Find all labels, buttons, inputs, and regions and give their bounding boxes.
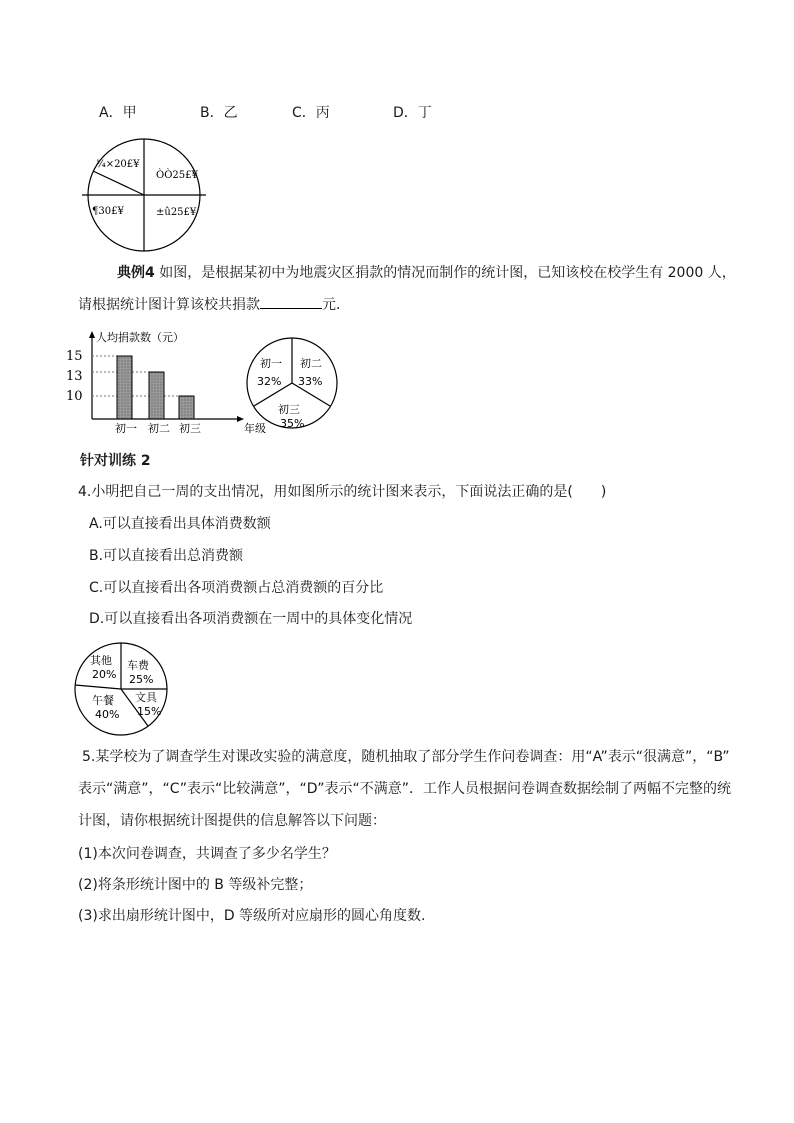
pie3-pct-1: 25% <box>129 673 154 686</box>
q5-line-1: 5.某学校为了调查学生对课改实验的满意度，随机抽取了部分学生作问卷调查：用“A”表示“很满意”，“B” <box>82 749 730 765</box>
pie-chart-2 <box>244 333 340 433</box>
example4-line2 <box>78 294 350 315</box>
example4-label: 典例4 <box>117 265 155 281</box>
pie1-label-2: ¶30£¥ <box>92 206 124 217</box>
q4-choice-a: A.可以直接看出具体消费数额 <box>89 516 271 532</box>
q5-sub-3: (3)求出扇形统计图中，D 等级所对应扇形的圆心角度数. <box>78 908 426 924</box>
option-a: A．甲 <box>99 105 137 121</box>
bar-y-arrow <box>89 331 95 338</box>
bar-cat-1: 初二 <box>148 422 170 435</box>
pie3-name-3: 午餐 <box>92 694 114 707</box>
pie3-name-1: 车费 <box>127 659 149 672</box>
bar-bars <box>117 356 194 419</box>
bar-1 <box>149 372 164 419</box>
training-title: 针对训练 2 <box>80 453 151 469</box>
q5-sub-2: (2)将条形统计图中的 B 等级补完整； <box>78 877 313 893</box>
bar-2 <box>179 396 194 419</box>
example4-text2-before: 请根据统计图计算该校共捐款 <box>78 297 260 313</box>
pie1-label-3: ±û25£¥ <box>156 207 197 218</box>
q5-line-2: 表示“满意”，“C”表示“比较满意”，“D”表示“不满意”．工作人员根据问卷调查数据绘制了两幅不完整的统 <box>78 781 731 797</box>
example4-line1 <box>117 263 736 283</box>
pie-chart-3 <box>71 641 171 737</box>
pie2-pct-0: 32% <box>257 375 282 388</box>
bar-chart <box>64 327 274 437</box>
pie2-pct-1: 33% <box>298 375 323 388</box>
option-c: C．丙 <box>292 105 330 121</box>
pie3-name-0: 其他 <box>90 654 112 667</box>
bar-tick-13: 13 <box>66 369 83 384</box>
q5-line-3: 计图，请你根据统计图提供的信息解答以下问题： <box>78 813 386 829</box>
bar-cat-2: 初三 <box>179 422 201 435</box>
pie1-label-0: ¼×20£¥ <box>96 159 140 170</box>
pie3-pct-0: 20% <box>92 668 117 681</box>
option-d: D．丁 <box>393 105 432 121</box>
q4-choice-c: C.可以直接看出各项消费额占总消费额的百分比 <box>89 580 384 596</box>
bar-ylabel: 人均捐款数（元） <box>96 331 184 344</box>
pie1-label-1: ÒÒ25£¥ <box>156 170 198 181</box>
bar-xlabel: 年级 <box>244 422 266 435</box>
option-b: B．乙 <box>200 105 238 121</box>
q4-choice-b: B.可以直接看出总消费额 <box>89 548 244 564</box>
pie-chart-1 <box>78 136 210 254</box>
example4-text2-after: 元． <box>322 297 350 313</box>
bar-cat-0: 初一 <box>115 422 137 435</box>
pie2-name-2: 初三 <box>278 403 300 416</box>
pie2-name-0: 初一 <box>260 357 282 370</box>
q4-stem: 4.小明把自己一周的支出情况，用如图所示的统计图来表示，下面说法正确的是( ) <box>78 484 607 500</box>
bar-tick-15: 15 <box>66 349 83 364</box>
bar-x-arrow <box>237 416 244 422</box>
example4-text: 如图，是根据某初中为地震灾区捐款的情况而制作的统计图，已知该校在校学生有 2000 人， <box>159 265 736 281</box>
bar-0 <box>117 356 132 419</box>
pie2-pct-2: 35% <box>280 417 305 430</box>
q4-choice-d: D.可以直接看出各项消费额在一周中的具体变化情况 <box>89 611 413 627</box>
answer-blank <box>260 294 322 309</box>
pie3-pct-3: 40% <box>95 708 120 721</box>
pie2-name-1: 初二 <box>300 357 322 370</box>
bar-tick-10: 10 <box>66 389 83 404</box>
q5-sub-1: (1)本次问卷调查，共调查了多少名学生？ <box>78 846 336 862</box>
bar-gridlines <box>92 356 179 396</box>
pie3-name-2: 文具 <box>135 691 157 704</box>
pie3-pct-2: 15% <box>137 705 162 718</box>
